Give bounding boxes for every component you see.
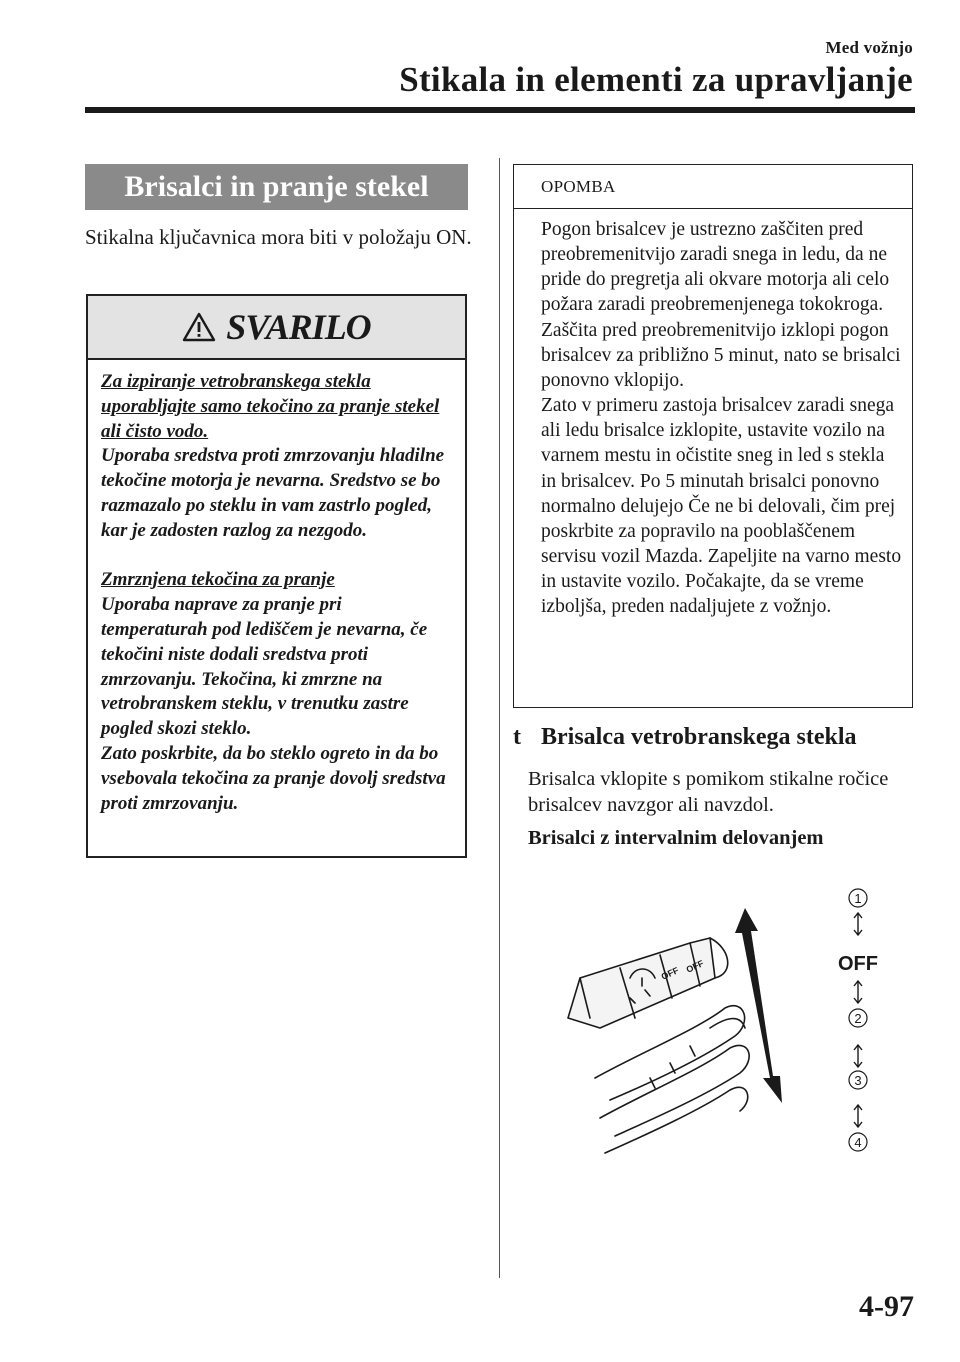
section-text: Brisalca vklopite s pomikom stikalne ročice brisalcev navzgor ali navzdol. — [528, 768, 889, 816]
section-bullet-icon: t — [513, 724, 521, 750]
warning-header — [88, 296, 465, 360]
header-title: Stikala in elementi za upravljanje — [399, 60, 913, 99]
warning-block2-text: Uporaba naprave za pranje pri temperaturah pod lediščem je nevarna, če tekočini niste dodali sredstva proti zmrzovanju. Tekočina, ki zmrzne na vetrobranskem steklu, v trenutku zastre pogled skozi steklo. — [101, 594, 428, 740]
position-2-label: 2 — [854, 1011, 862, 1026]
lead-paragraph: Stikalna ključavnica mora biti v položaju ON. — [85, 225, 472, 249]
position-4-label: 4 — [854, 1135, 862, 1150]
warning-block1-text: Uporaba sredstva proti zmrzovanju hladilne tekočine motorja je nevarna. Sredstvo se bo razmazalo po steklu in vam zastrlo pogled, kar je zadosten razlog za nezgodo. — [101, 445, 445, 541]
page-number: 4-97 — [859, 1290, 914, 1323]
position-1-label: 1 — [854, 891, 862, 906]
warning-block2-text2: Zato poskrbite, da bo steklo ogreto in da bo vsebovala tekočina za pranje dovolj sredstva proti zmrzovanju. — [101, 742, 446, 814]
section-banner: Brisalci in pranje stekel — [85, 164, 468, 210]
warning-title: SVARILO — [226, 307, 371, 347]
note-box — [513, 164, 913, 708]
note-text-2: Zato v primeru zastoja brisalcev zaradi snega ali ledu brisalce izklopite, ustavite vozilo na varnem mestu in očistite sneg in led s stekla in brisalcev. Po 5 minutah brisalci ponovno normalno delujejo Če ne bi delovali, čim prej poskrbite za popravilo na pooblaščenem servisu vozil Mazda. Zapeljite na varno mesto in ustavite vozilo. Počakajte, da se vreme izboljša, preden nadaljujete z vožnjo. — [541, 395, 902, 618]
note-body — [514, 209, 912, 620]
header-rule — [85, 107, 915, 113]
arrow-icon — [854, 913, 862, 935]
arrow-icon — [854, 1045, 862, 1067]
column-divider — [499, 158, 500, 1278]
stalk-off-label-2: OFF — [684, 958, 706, 975]
header-section: Med vožnjo — [825, 38, 913, 57]
position-3-label: 3 — [854, 1073, 862, 1088]
arrow-icon — [854, 1105, 862, 1127]
warning-box — [86, 294, 467, 858]
up-down-arrow-icon — [735, 908, 782, 1103]
arrow-icon — [854, 981, 862, 1003]
warning-block1-heading: Za izpiranje vetrobranskega stekla uporabljajte samo tekočino za pranje stekel ali čisto vodo. — [101, 371, 440, 442]
position-off-label: OFF — [838, 953, 878, 975]
section-title: Brisalca vetrobranskega stekla — [541, 724, 857, 750]
stalk-off-label-1: OFF — [659, 965, 681, 982]
warning-body — [88, 360, 465, 816]
section-heading — [513, 724, 857, 751]
note-title: OPOMBA — [514, 165, 912, 209]
wiper-lever-illustration — [560, 878, 900, 1158]
warning-triangle-icon — [182, 312, 216, 342]
subsection-title: Brisalci z intervalnim delovanjem — [528, 827, 824, 849]
note-text-1: Pogon brisalcev je ustrezno zaščiten pred preobremenitvijo zaradi snega in ledu, da ne pride do pregretja ali okvare motorja ali celo požara zaradi preobremenjenega tokokroga. Zaščita pred preobremenitvijo izklopi pogon brisalcev za približno 5 minut, nato se brisalci ponovno vklopijo. — [541, 219, 901, 391]
warning-block2-heading: Zmrznjena tekočina za pranje — [101, 569, 335, 591]
